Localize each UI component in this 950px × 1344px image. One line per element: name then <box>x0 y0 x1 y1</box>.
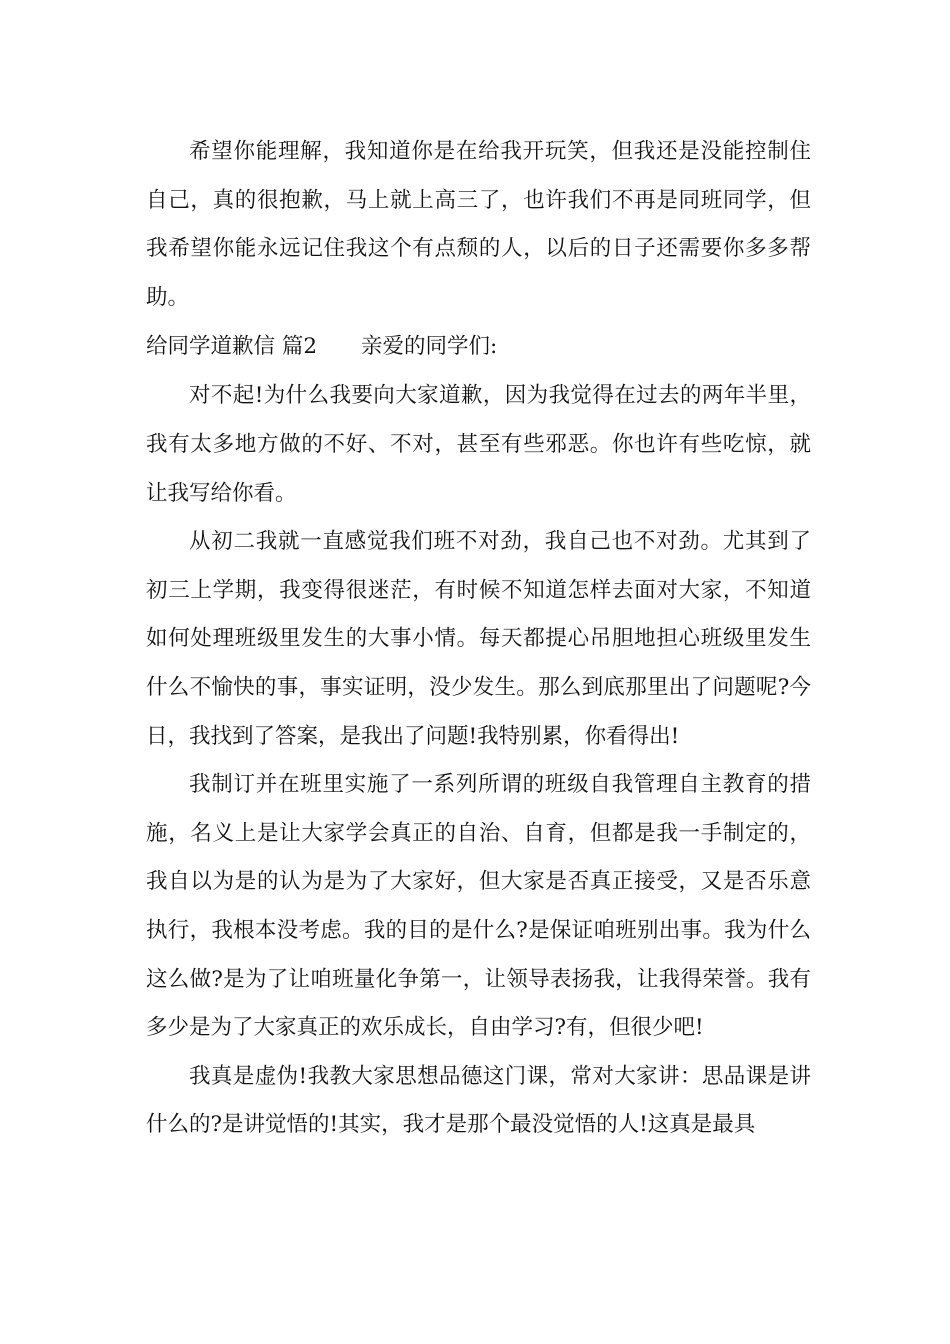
paragraph-letter-2: 从初二我就一直感觉我们班不对劲，我自己也不对劲。尤其到了初三上学期，我变得很迷茫，有时候不知道怎样去面对大家，不知道如何处理班级里发生的大事小情。每天都提心吊胆地担心班级里发生什么不愉快的事，事实证明，没少发生。那么到底那里出了问题呢?今日，我找到了答案，是我出了问题!我特别累，你看得出! <box>146 529 811 749</box>
section-heading <box>146 322 811 372</box>
paragraph-letter-3: 我制订并在班里实施了一系列所谓的班级自我管理自主教育的措施，名义上是让大家学会真正的自治、自育，但都是我一手制定的，我自以为是的认为是为了大家好，但大家是否真正接受，又是否乐意执行，我根本没考虑。我的目的是什么?是保证咱班别出事。我为什么这么做?是为了让咱班量化争第一，让领导表扬我，让我得荣誉。我有多少是为了大家真正的欢乐成长，自由学习?有，但很少吧! <box>146 772 811 1041</box>
paragraph-letter-4: 我真是虚伪!我教大家思想品德这门课，常对大家讲：思品课是讲什么的?是讲觉悟的!其实，我才是那个最没觉悟的人!这真是最具 <box>146 1063 811 1138</box>
paragraph-letter-1: 对不起!为什么我要向大家道歉，因为我觉得在过去的两年半里，我有太多地方做的不好、不对，甚至有些邪恶。你也许有些吃惊，就让我写给你看。 <box>146 383 811 506</box>
document-body <box>146 128 811 1150</box>
letter-salutation: 亲爱的同学们: <box>361 334 498 360</box>
paragraph-apology-1: 希望你能理解，我知道你是在给我开玩笑，但我还是没能控制住自己，真的很抱歉，马上就上高三了，也许我们不再是同班同学，但我希望你能永远记住我这个有点颓的人，以后的日子还需要你多多帮助。 <box>146 139 811 310</box>
section-title: 给同学道歉信 篇2 <box>146 334 318 360</box>
